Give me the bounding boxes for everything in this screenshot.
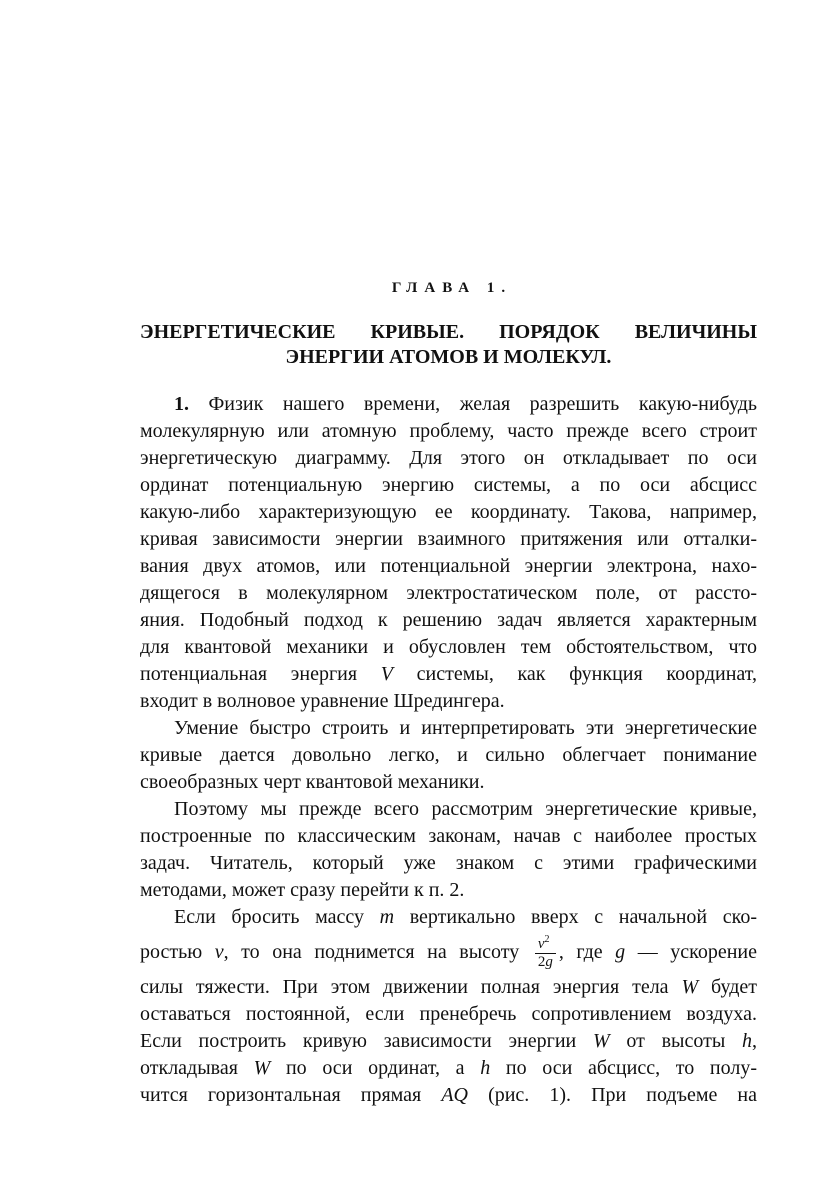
chapter-title-line-2: ЭНЕРГИИ АТОМОВ И МОЛЕКУЛ. <box>285 346 612 368</box>
text-run: оставаться постоянной, если пренебречь сопротивлением воздуха. <box>140 1003 757 1025</box>
math-symbol: g <box>545 953 553 970</box>
text-run: входит в волновое уравнение Шредингера. <box>140 690 505 712</box>
text-run: яния. Подобный подход к решению задач является характерным <box>140 609 757 631</box>
text-run: Если бросить массу <box>174 906 380 928</box>
paragraph <box>140 715 757 796</box>
text-line <box>140 499 757 526</box>
math-symbol: m <box>379 906 395 928</box>
fraction-denominator <box>535 954 556 971</box>
math-symbol: V <box>380 663 393 685</box>
text-run: потенциальная энергия <box>140 663 381 685</box>
text-line <box>140 796 757 823</box>
text-run: по оси абсцисс, то полу- <box>490 1057 757 1079</box>
text-run: 2 <box>537 953 546 970</box>
text-run: ординат потенциальную энергию системы, а по оси абсцисс <box>140 474 757 496</box>
text-run: Если построить кривую зависимости энергии <box>140 1030 593 1052</box>
text-line <box>140 974 757 1001</box>
text-run: своеобразных черт квантовой механики. <box>140 771 485 793</box>
chapter-title <box>140 320 757 370</box>
text-line <box>140 823 757 850</box>
section-number: 1. <box>174 393 189 415</box>
text-run: Умение быстро строить и интерпретировать эти энергетические <box>174 717 757 739</box>
text-run: Физик нашего времени, желая разрешить какую-нибудь <box>189 393 757 415</box>
text-run: дящегося в молекулярном электростатическом поле, от рассто- <box>140 582 757 604</box>
text-run: , <box>752 1030 757 1052</box>
text-line <box>140 1001 757 1028</box>
text-line <box>140 634 757 661</box>
text-line <box>140 688 757 715</box>
text-run: задач. Читатель, который уже знаком с этими графическими <box>140 852 757 874</box>
text-line <box>140 391 757 418</box>
math-symbol: W <box>253 1057 271 1079</box>
text-line <box>140 526 757 553</box>
text-run: Поэтому мы прежде всего рассмотрим энергетические кривые, <box>174 798 757 820</box>
math-symbol: W <box>592 1030 610 1052</box>
math-symbol: h <box>742 1030 752 1052</box>
math-symbol: g <box>615 941 626 963</box>
paragraph <box>140 391 757 715</box>
text-run: ростью <box>140 941 215 963</box>
text-run: силы тяжести. При этом движении полная энергия тела <box>140 976 682 998</box>
text-run: будет <box>698 976 757 998</box>
text-line <box>140 715 757 742</box>
text-run: откладывая <box>140 1057 254 1079</box>
math-symbol: v <box>537 935 545 952</box>
math-symbol: v <box>214 941 224 963</box>
text-line <box>140 1082 757 1109</box>
fraction <box>535 933 556 971</box>
text-run: , то она поднимется на высоту <box>223 941 532 963</box>
text-line <box>140 607 757 634</box>
text-line <box>140 1055 757 1082</box>
paragraph <box>140 904 757 1109</box>
paragraph <box>140 796 757 904</box>
text-line <box>140 931 757 974</box>
text-line <box>140 472 757 499</box>
text-run: чится горизонтальная прямая <box>140 1084 442 1106</box>
math-symbol: W <box>681 976 699 998</box>
text-run: энергетическую диаграмму. Для этого он откладывает по оси <box>140 447 757 469</box>
text-run: (рис. 1). При подъеме на <box>468 1084 757 1106</box>
text-run: кривые дается довольно легко, и сильно облегчает понимание <box>140 744 757 766</box>
text-line <box>140 418 757 445</box>
text-line <box>140 1028 757 1055</box>
text-run: , где <box>558 941 616 963</box>
superscript: 2 <box>544 933 550 945</box>
text-run: какую-либо характеризующую ее координату. Такова, например, <box>140 501 757 523</box>
body-text <box>140 391 757 1109</box>
text-line <box>140 742 757 769</box>
text-line <box>140 877 757 904</box>
chapter-heading: ГЛАВА 1. <box>391 280 513 296</box>
text-run: методами, может сразу перейти к п. 2. <box>140 879 465 901</box>
text-run: системы, как функция координат, <box>392 663 757 685</box>
text-line <box>140 445 757 472</box>
text-line <box>140 850 757 877</box>
math-symbol: h <box>480 1057 491 1079</box>
text-run: для квантовой механики и обусловлен тем обстоятельством, что <box>140 636 757 658</box>
text-line <box>140 661 757 688</box>
text-line <box>140 904 757 931</box>
text-run: от высоты <box>609 1030 742 1052</box>
text-run: молекулярную или атомную проблему, часто прежде всего строит <box>140 420 757 442</box>
text-line <box>140 769 757 796</box>
text-run: вертикально вверх с начальной ско- <box>394 906 757 928</box>
text-run: построенные по классическим законам, начав с наиболее простых <box>140 825 757 847</box>
text-line <box>140 553 757 580</box>
text-run: кривая зависимости энергии взаимного притяжения или отталки- <box>140 528 757 550</box>
text-run: по оси ординат, а <box>270 1057 481 1079</box>
math-symbol: AQ <box>441 1084 468 1106</box>
text-line <box>140 580 757 607</box>
text-run: — ускорение <box>625 941 757 963</box>
text-run: вания двух атомов, или потенциальной энергии электрона, нахо- <box>140 555 757 577</box>
fraction-numerator <box>535 933 556 954</box>
chapter-title-line-1: ЭНЕРГЕТИЧЕСКИЕ КРИВЫЕ. ПОРЯДОК ВЕЛИЧИНЫ <box>140 321 757 343</box>
